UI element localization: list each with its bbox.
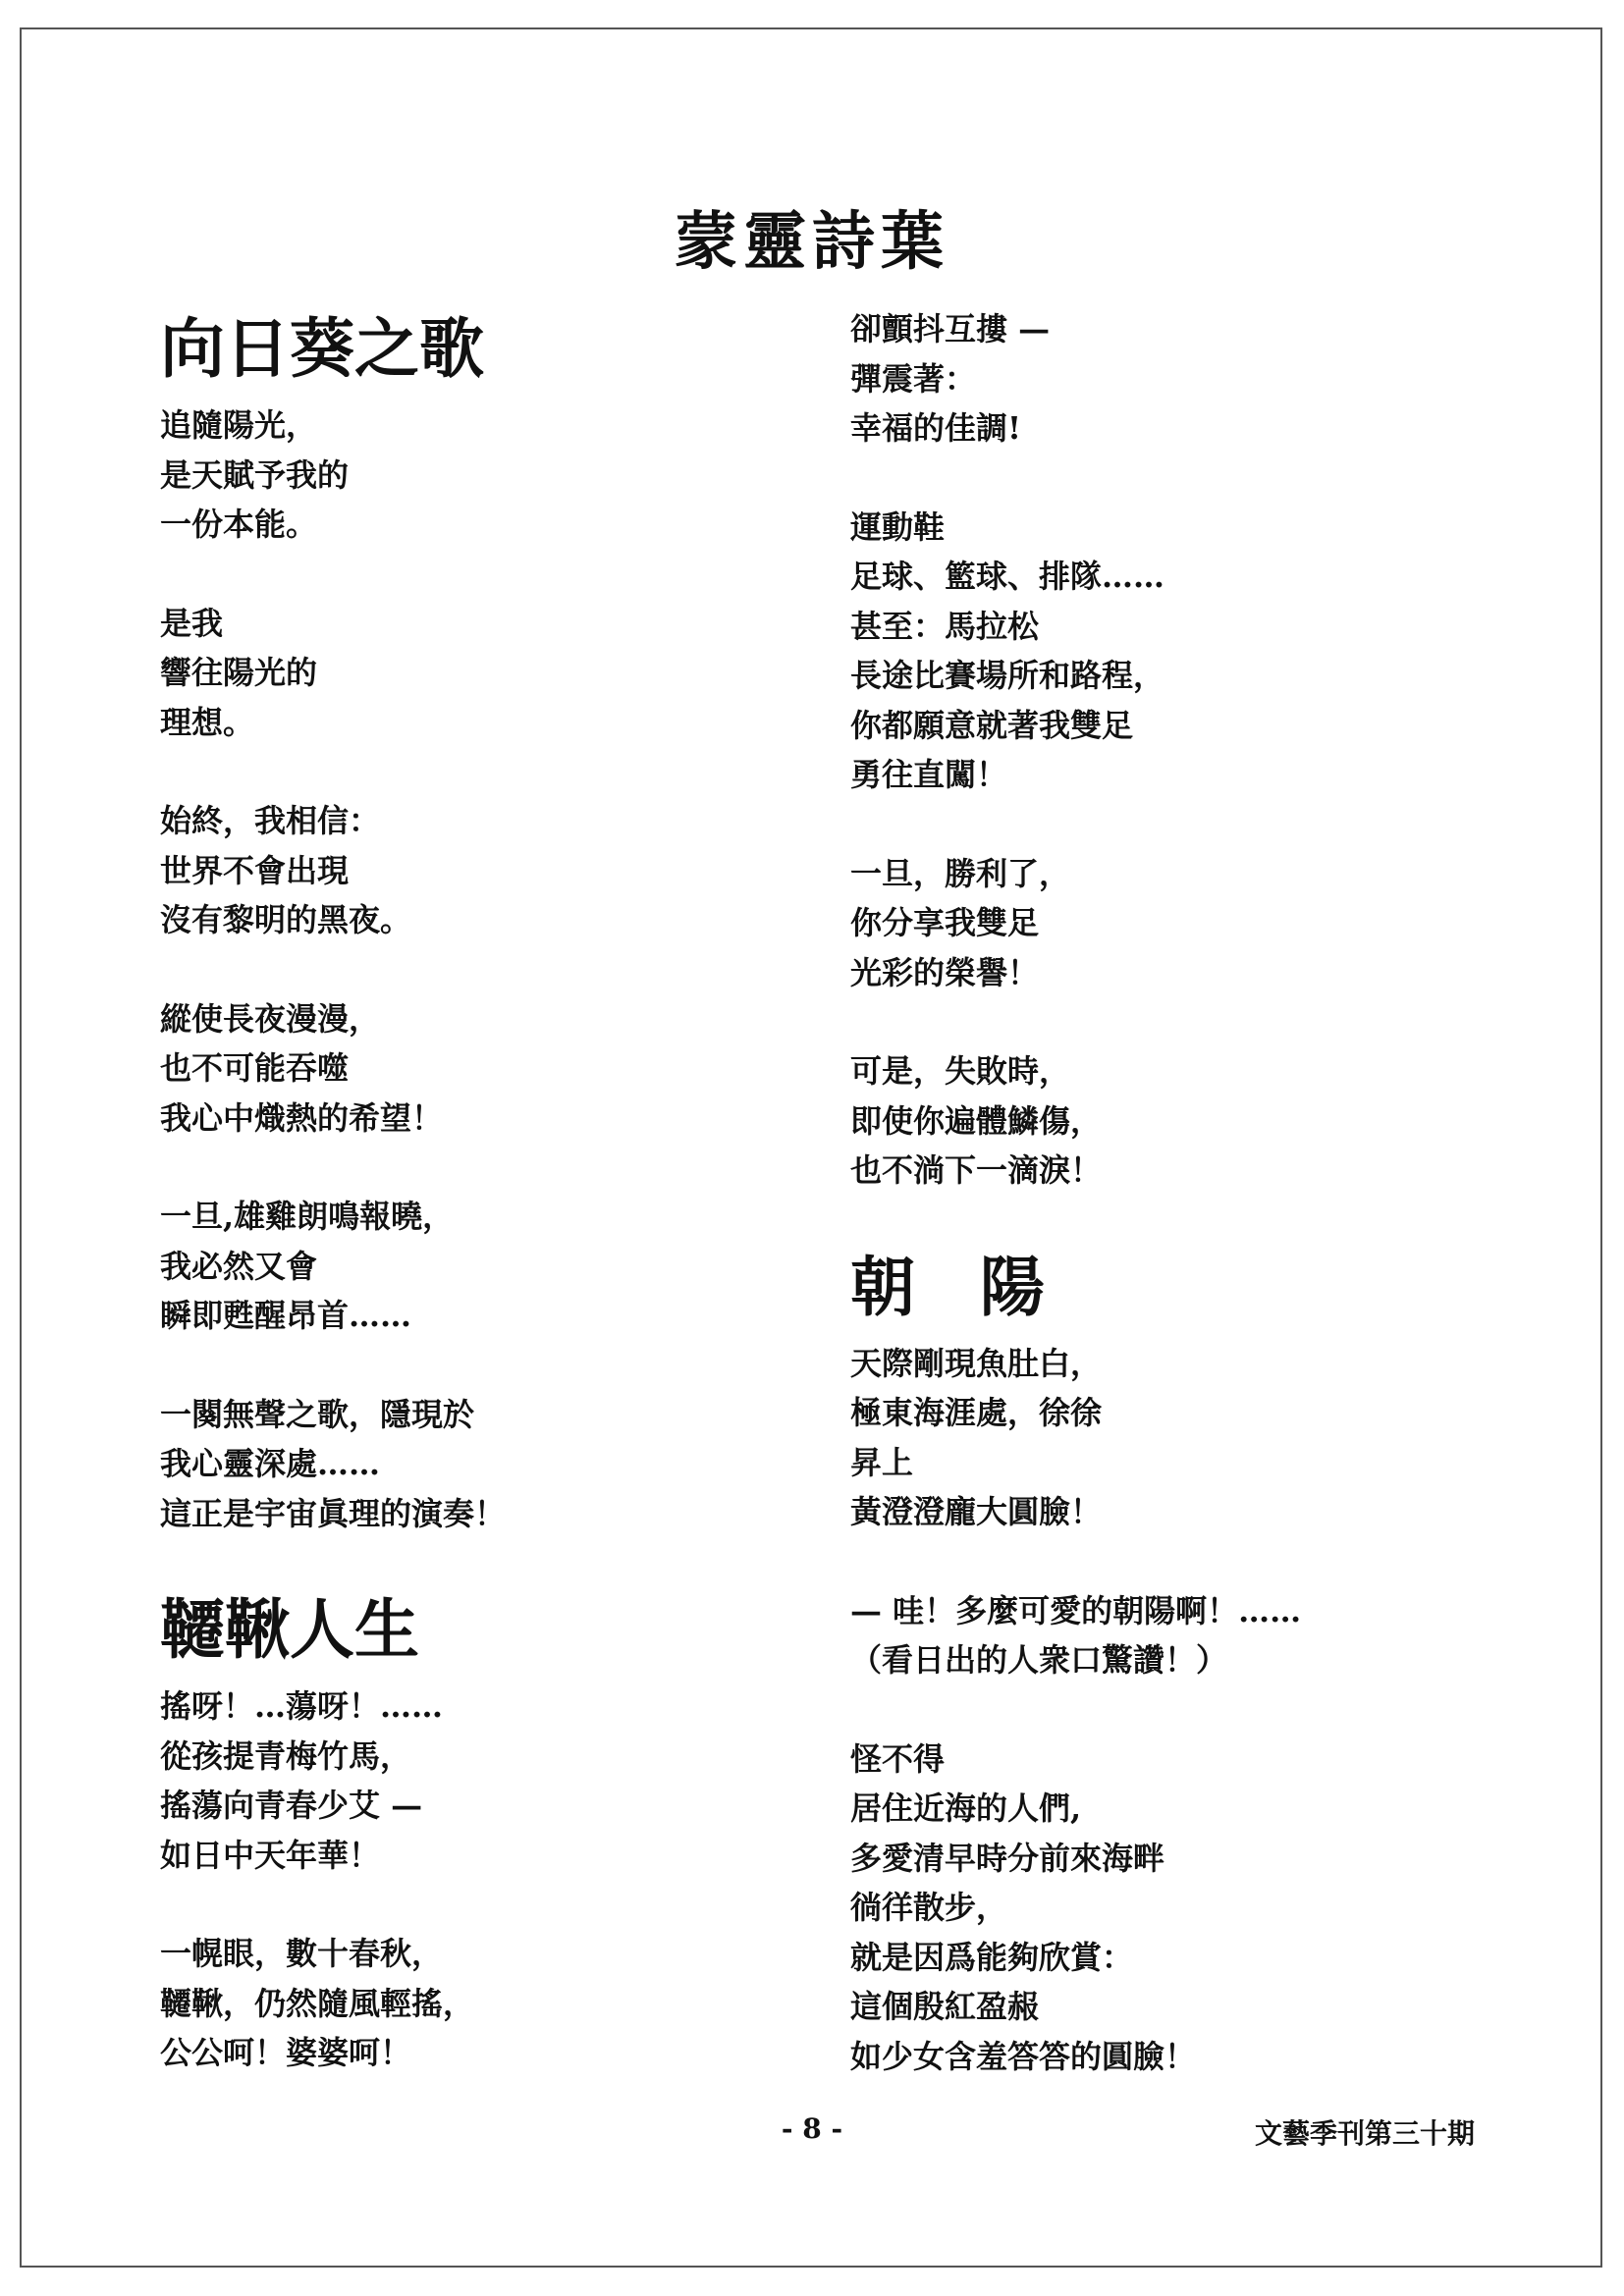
poem-line: 也不淌下一滴淚！ — [850, 1151, 1103, 1189]
left-column — [160, 304, 749, 2078]
poem-line: 即使你遍體鱗傷， — [850, 1101, 1103, 1140]
poem-line: 我心中熾熱的希望！ — [160, 1098, 444, 1137]
poem-line: 運動鞋 — [850, 507, 946, 546]
poem-line: — 哇！多麼可愛的朝陽啊！…… — [850, 1591, 1302, 1629]
stanza — [160, 1682, 749, 1880]
poem-line: 天際剛現魚肚白， — [850, 1344, 1103, 1382]
poem-line: 如日中天年華！ — [160, 1836, 381, 1874]
stanza — [160, 400, 749, 550]
poem — [160, 1591, 749, 2078]
poem-line: 長途比賽場所和路程， — [850, 657, 1165, 694]
page-number: - 8 - — [781, 2112, 843, 2145]
poem-line: 多愛清早時分前來海畔 — [850, 1839, 1165, 1877]
poem-title: 朝 陽 — [850, 1248, 1045, 1325]
poem-line: 光彩的榮譽！ — [850, 953, 1040, 991]
poem — [160, 310, 749, 1538]
poem-continuation — [850, 304, 1459, 1196]
poem-line: 沒有黎明的黑夜。 — [160, 901, 412, 938]
poem-line: 這正是宇宙眞理的演奏！ — [160, 1494, 507, 1532]
poem-line: 一旦,雄雞朗鳴報曉， — [160, 1198, 455, 1235]
poem-line: 昇上 — [850, 1443, 914, 1481]
poem-title: 向日葵之歌 — [160, 310, 484, 387]
stanza — [850, 849, 1459, 998]
poem-line: 追隨陽光， — [160, 406, 318, 444]
poem-line: 黃澄澄龐大圓臉！ — [850, 1493, 1103, 1530]
poem-line: 這個殷紅盈赧 — [850, 1988, 1040, 2025]
poem-line: 居住近海的人們, — [850, 1789, 1082, 1827]
stanza — [160, 1192, 749, 1341]
poem-line: 一份本能。 — [160, 506, 318, 543]
poem-line: 瞬即甦醒昂首…… — [160, 1297, 412, 1334]
poem-line: 始終，我相信： — [160, 802, 381, 839]
poem-line: 極東海涯處，徐徐 — [850, 1394, 1103, 1431]
poem-line: 我心靈深處…… — [160, 1445, 381, 1482]
stanza — [850, 503, 1459, 800]
poem-line: 勇往直闖！ — [850, 756, 1008, 793]
stanza — [850, 1586, 1459, 1685]
right-column — [850, 304, 1459, 2081]
poem-line: （看日出的人衆口驚讚！） — [850, 1641, 1228, 1679]
poem-line: 響往陽光的 — [160, 654, 318, 691]
poem-line: 是天賦予我的 — [160, 455, 350, 494]
poem-line: 也不可能吞噬 — [160, 1049, 350, 1087]
stanza — [160, 994, 749, 1144]
stanza — [160, 1929, 749, 2078]
poem-line: 你都願意就著我雙足 — [850, 706, 1134, 744]
journal-name: 文藝季刊第三十期 — [1254, 2117, 1475, 2150]
stanza — [160, 796, 749, 945]
poem-line: 是我 — [160, 604, 224, 642]
stanza — [850, 1735, 1459, 2082]
poem-line: 卻顫抖互摟 — — [850, 310, 1051, 347]
poem-line: 縱使長夜漫漫， — [160, 999, 381, 1038]
poem-line: 怪不得 — [850, 1739, 946, 1778]
poem-line: 你分享我雙足 — [850, 904, 1040, 941]
poem-line: 韆鞦，仍然隨風輕搖， — [160, 1984, 475, 2022]
stanza — [850, 1046, 1459, 1196]
stanza — [850, 1339, 1459, 1537]
poem-line: 徜徉散步， — [850, 1889, 1008, 1926]
page-title: 蒙靈詩葉 — [675, 205, 949, 279]
poem-line: 彈震著： — [850, 359, 977, 398]
stanza — [850, 304, 1459, 454]
poem-line: 就是因爲能夠欣賞： — [850, 1938, 1134, 1976]
poem-line: 世界不會出現 — [160, 851, 350, 889]
poem-line: 理想。 — [160, 703, 255, 741]
poem-line: 搖呀！…蕩呀！…… — [160, 1687, 444, 1725]
stanza — [160, 1390, 749, 1539]
poem-line: 搖蕩向青春少艾 — — [160, 1787, 423, 1824]
poem-line: 如少女含羞答答的圓臉！ — [850, 2037, 1197, 2075]
poem-line: 我必然又會 — [160, 1247, 318, 1285]
poem-line: 一旦，勝利了， — [850, 854, 1071, 892]
poem-line: 幸福的佳調! — [850, 409, 1022, 447]
poem-line: 足球、籃球、排隊…… — [850, 558, 1165, 595]
stanza — [160, 599, 749, 748]
poem — [850, 1248, 1459, 2082]
poem-line: 一幌眼，數十春秋， — [160, 1935, 444, 1972]
poem-line: 可是，失敗時， — [850, 1052, 1071, 1090]
poem-line: 一闋無聲之歌，隱現於 — [160, 1395, 475, 1433]
poem-title: 韆鞦人生 — [160, 1591, 419, 1668]
poem-line: 從孩提青梅竹馬， — [160, 1736, 412, 1775]
poem-line: 公公呵！婆婆呵！ — [160, 2034, 412, 2071]
poem-line: 甚至：馬拉松 — [850, 607, 1040, 645]
